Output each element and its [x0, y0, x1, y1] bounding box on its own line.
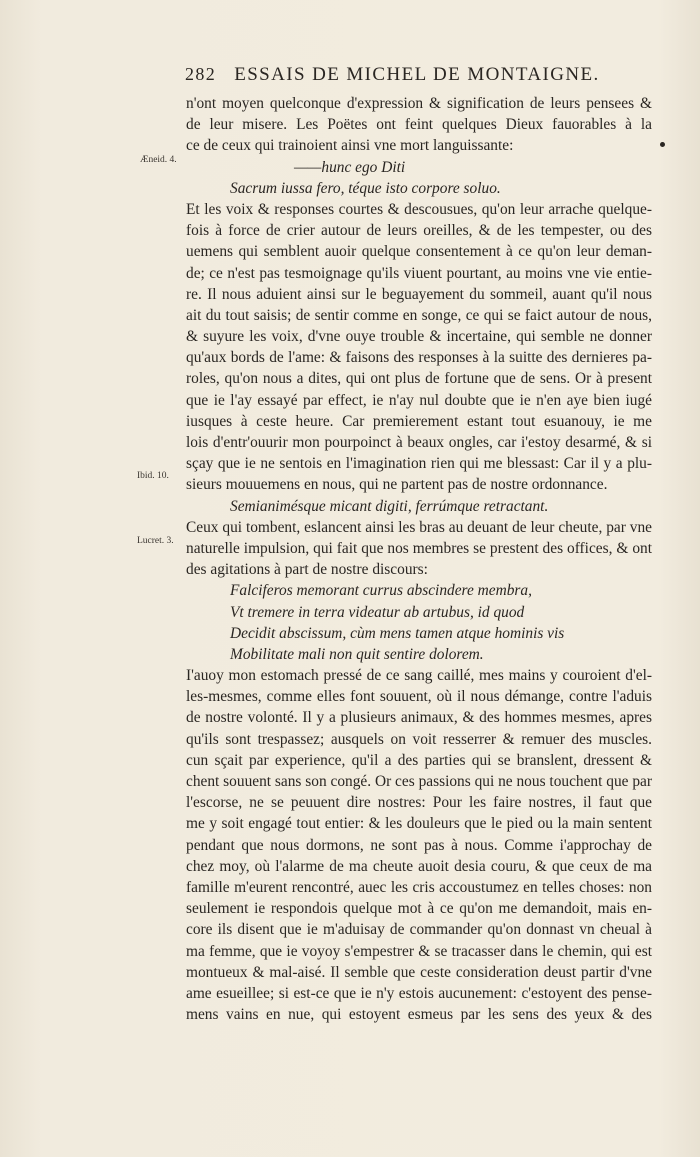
text-line: & suyure les voix, d'vne ouye trouble & incertaine, qui semble ne donner	[186, 328, 652, 346]
text-line: chent souuent sans son congé. Or ces passions qui ne nous touchent que par	[186, 773, 652, 790]
text-line: uemens qui semblent auoir quelque consentement à ce qu'on leur deman-	[186, 243, 652, 261]
verse-line: Semianimésque micant digiti, ferrúmque retractant.	[230, 497, 549, 515]
verse-line: Vt tremere in terra videatur ab artubus, id quod	[230, 603, 525, 621]
text-line: iusques à ceste heure. Car premierement estant tout esuanouy, ie me	[186, 412, 652, 430]
text-line: famille m'eurent rencontré, auec les cris accoustumez en telles choses: non	[186, 878, 652, 896]
verse-line: Sacrum iussa fero, téque isto corpore soluo.	[230, 179, 501, 197]
text-line: sçay que ie ne sentois en l'imagination rien qui me blessast: Car il y a plu-	[186, 455, 652, 473]
verse-line: ——hunc ego Diti	[294, 158, 406, 176]
running-title: ESSAIS DE MICHEL DE MONTAIGNE.	[234, 64, 600, 85]
margin-note-lucretius: Lucret. 3.	[137, 536, 174, 546]
text-line: ce de ceux qui trainoient ainsi vne mort languissante:	[186, 137, 514, 155]
text-line: de; ce n'est pas tesmoignage qu'ils viuent pourtant, au moins vne vie entie-	[186, 264, 652, 282]
body-text	[186, 93, 652, 1025]
running-header	[185, 64, 645, 86]
text-line: core ils disent que ie m'aduisay de commander qu'on donnast vn cheual à	[186, 921, 652, 939]
ink-speck	[660, 142, 665, 147]
text-line: ait du tout saisis; de sentir comme en songe, ce qui se faict autour de nous,	[186, 306, 652, 324]
text-line: que ie l'ay essayé par effect, ie n'ay nul doubte que ie n'en aye bien iugé	[186, 391, 652, 409]
text-line: de leur misere. Les Poëtes ont feint quelques Dieux fauorables à la	[186, 116, 652, 134]
text-line: ame esueillee; si est-ce que ie n'y estois aucunement: c'estoyent des pense-	[186, 984, 652, 1002]
text-line: Et les voix & responses courtes & descousues, qu'on leur arrache quelque-	[186, 200, 652, 218]
text-line: chez moy, où l'alarme de ma cheute auoit desia couru, & que ceux de ma	[186, 857, 652, 875]
text-line: les-mesmes, comme elles font souuent, où il nous démange, contre l'aduis	[186, 688, 652, 706]
text-line: qu'ils sont trespassez; ausquels on voit resserrer & remuer des muscles.	[186, 730, 652, 748]
text-line: Ceux qui tombent, eslancent ainsi les bras au deuant de leur cheute, par vne	[186, 518, 652, 536]
text-line: naturelle impulsion, qui fait que nos membres se prestent des offices, & ont	[186, 539, 652, 557]
text-line: qu'aux bords de l'ame: & faisons des responses à la suitte des dernieres pa-	[186, 349, 652, 367]
margin-note-ibid: Ibid. 10.	[137, 471, 169, 481]
page-number: 282	[185, 64, 217, 84]
text-line: montueux & mal-aisé. Il semble que ceste consideration deust partir d'vne	[186, 963, 652, 981]
text-line: des agitations à part de nostre discours:	[186, 561, 428, 579]
text-line: I'auoy mon estomach pressé de ce sang caillé, mes mains y couroient d'el-	[186, 667, 652, 685]
text-line: de nostre volonté. Il y a plusieurs animaux, & des hommes mesmes, apres	[186, 709, 652, 727]
text-line: l'escorse, ne se peuuent dire nostres: Pour les faire nostres, il faut que	[186, 794, 652, 812]
text-line: n'ont moyen quelconque d'expression & signification de leurs pensees &	[186, 95, 652, 112]
text-line: mens vains en nue, qui estoyent esmeus par les sens des yeux & des	[186, 1006, 652, 1024]
text-line: cun sçait par experience, qu'il a des parties qui se branslent, dressent &	[186, 751, 652, 769]
margin-note-aeneid: Æneid. 4.	[140, 155, 177, 165]
text-line: fois à force de crier autour de leurs oreilles, & de les tempester, ou des	[186, 222, 652, 240]
text-line: sieurs mouuemens en nous, qui ne partent pas de nostre ordonnance.	[186, 476, 608, 494]
text-line: me y soit engagé tout entier: & les douleurs que le pied ou la main sentent	[186, 815, 652, 833]
verse-line: Decidit abscissum, cùm mens tamen atque hominis vis	[230, 624, 565, 642]
text-line: pendant que nous dormons, ne sont pas à nous. Comme i'approchay de	[186, 836, 652, 854]
text-line: ma femme, que ie voyoy s'empestrer & se tracasser dans le chemin, qui est	[186, 942, 652, 960]
verse-line: Falciferos memorant currus abscindere membra,	[230, 582, 532, 600]
text-line: lois d'entr'ouurir mon pourpoinct à beaux ongles, car i'estoy desarmé, & si	[186, 434, 652, 451]
text-line: re. Il nous aduient ainsi sur le beguayement du sommeil, auant qu'il nous	[186, 285, 652, 303]
verse-line: Mobilitate mali non quit sentire dolorem.	[230, 645, 484, 663]
text-line: roles, qu'on nous a dites, qui ont plus de fortune que de sens. Or à present	[186, 370, 652, 388]
text-line: seulement ie respondois quelque mot à ce qu'on me demandoit, mais en-	[186, 900, 652, 918]
